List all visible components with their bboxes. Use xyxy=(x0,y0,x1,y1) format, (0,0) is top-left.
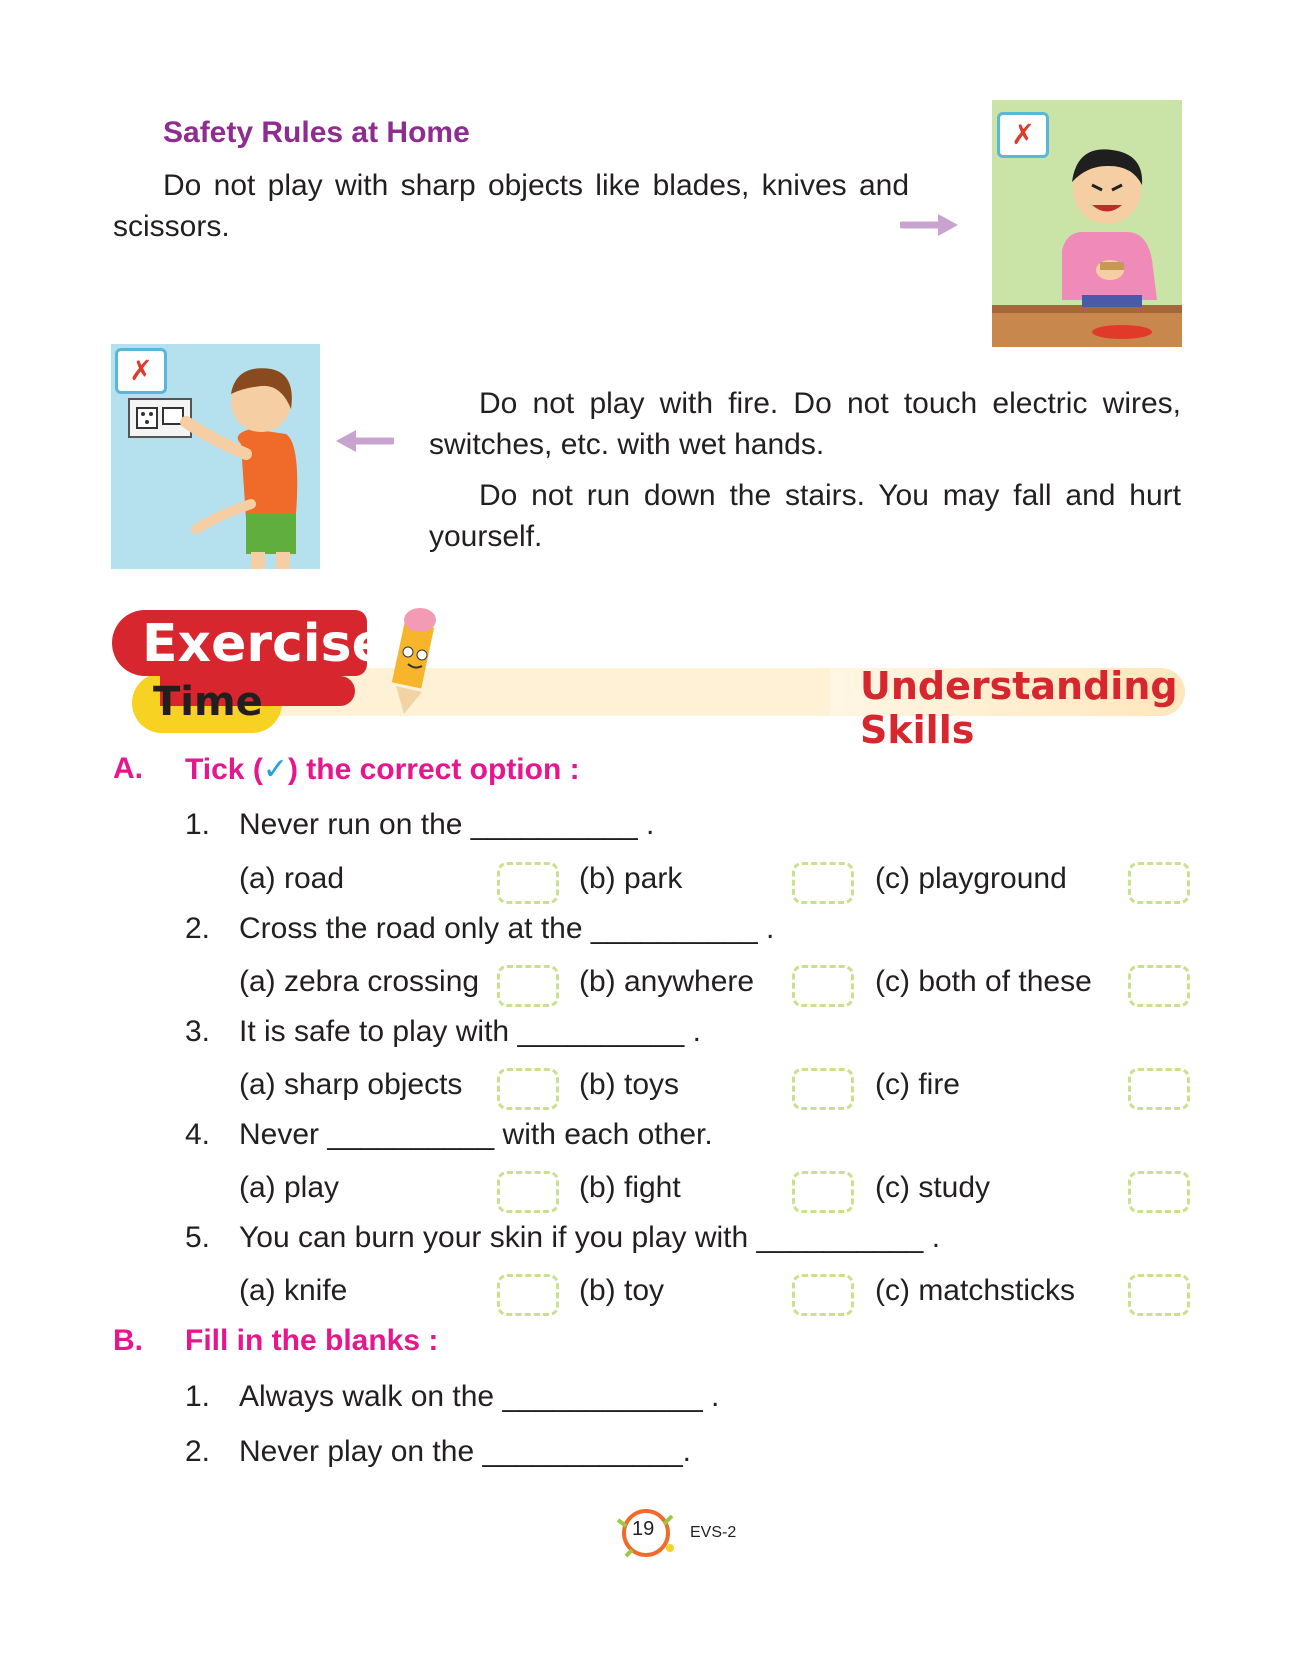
option-a: (a) road xyxy=(239,862,345,895)
option-a: (a) sharp objects xyxy=(239,1068,463,1101)
time-label: Time xyxy=(153,679,263,725)
section-a-title-post: ) the correct option : xyxy=(287,753,580,786)
paragraph-stairs: Do not run down the stairs. You may fall and hurt yourself. xyxy=(429,479,1181,553)
tick-icon: ✓ xyxy=(262,753,288,786)
section-a-title-pre: Tick ( xyxy=(185,753,263,786)
arrow-left-icon xyxy=(332,426,394,456)
blank-number: 1. xyxy=(185,1380,211,1413)
blank-text: Never play on the ____________. xyxy=(239,1435,692,1468)
tick-box[interactable] xyxy=(497,1068,559,1110)
illustration-boy-cut-hand xyxy=(992,100,1182,347)
tick-box[interactable] xyxy=(497,965,559,1007)
tick-box[interactable] xyxy=(792,1171,854,1213)
tick-box[interactable] xyxy=(1128,862,1190,904)
tick-box[interactable] xyxy=(792,1274,854,1316)
cross-mark-icon: ✗ xyxy=(997,112,1049,158)
option-c: (c) study xyxy=(875,1171,991,1204)
option-c: (c) playground xyxy=(875,862,1067,895)
tick-box[interactable] xyxy=(497,1274,559,1316)
arrow-right-icon xyxy=(900,210,962,240)
question-number: 4. xyxy=(185,1118,211,1151)
pencil-mascot-icon xyxy=(380,604,448,716)
paragraph-sharp-objects: Do not play with sharp objects like blades, knives and scissors. xyxy=(113,169,909,243)
option-c: (c) matchsticks xyxy=(875,1274,1076,1307)
tick-box[interactable] xyxy=(1128,1171,1190,1213)
understanding-skills-label: Understanding Skills xyxy=(860,664,1178,752)
question-text: Never run on the __________ . xyxy=(239,808,655,841)
option-a: (a) play xyxy=(239,1171,340,1204)
question-number: 3. xyxy=(185,1015,211,1048)
option-a: (a) zebra crossing xyxy=(239,965,480,998)
question-text: You can burn your skin if you play with __________ . xyxy=(239,1221,941,1254)
question-text: It is safe to play with __________ . xyxy=(239,1015,701,1048)
cross-mark-icon: ✗ xyxy=(115,348,167,394)
option-a: (a) knife xyxy=(239,1274,348,1307)
paragraph-fire-electric: Do not play with fire. Do not touch electric wires, switches, etc. with wet hands. xyxy=(429,387,1181,461)
section-a-title xyxy=(185,752,580,787)
exercise-label: Exercise xyxy=(142,614,387,674)
tick-box[interactable] xyxy=(1128,1274,1190,1316)
option-b: (b) toy xyxy=(579,1274,665,1307)
section-a-letter: A. xyxy=(113,752,143,785)
blank-number: 2. xyxy=(185,1435,211,1468)
tick-box[interactable] xyxy=(1128,1068,1190,1110)
question-text: Never __________ with each other. xyxy=(239,1118,713,1151)
section-title: Safety Rules at Home xyxy=(163,116,470,149)
blank-text: Always walk on the ____________ . xyxy=(239,1380,720,1413)
option-b: (b) anywhere xyxy=(579,965,755,998)
illustration-boy-touching-switch xyxy=(111,344,320,569)
question-text: Cross the road only at the __________ . xyxy=(239,912,775,945)
tick-box[interactable] xyxy=(792,965,854,1007)
option-c: (c) both of these xyxy=(875,965,1092,998)
section-b-title: Fill in the blanks : xyxy=(185,1324,439,1357)
tick-box[interactable] xyxy=(792,862,854,904)
tick-box[interactable] xyxy=(497,862,559,904)
page-number: 19 xyxy=(632,1518,655,1540)
question-number: 2. xyxy=(185,912,211,945)
book-code: EVS-2 xyxy=(690,1524,737,1541)
option-b: (b) toys xyxy=(579,1068,680,1101)
tick-box[interactable] xyxy=(792,1068,854,1110)
question-number: 5. xyxy=(185,1221,211,1254)
tick-box[interactable] xyxy=(1128,965,1190,1007)
question-number: 1. xyxy=(185,808,211,841)
tick-box[interactable] xyxy=(497,1171,559,1213)
option-b: (b) park xyxy=(579,862,683,895)
option-b: (b) fight xyxy=(579,1171,681,1204)
option-c: (c) fire xyxy=(875,1068,960,1101)
section-b-letter: B. xyxy=(113,1324,143,1357)
